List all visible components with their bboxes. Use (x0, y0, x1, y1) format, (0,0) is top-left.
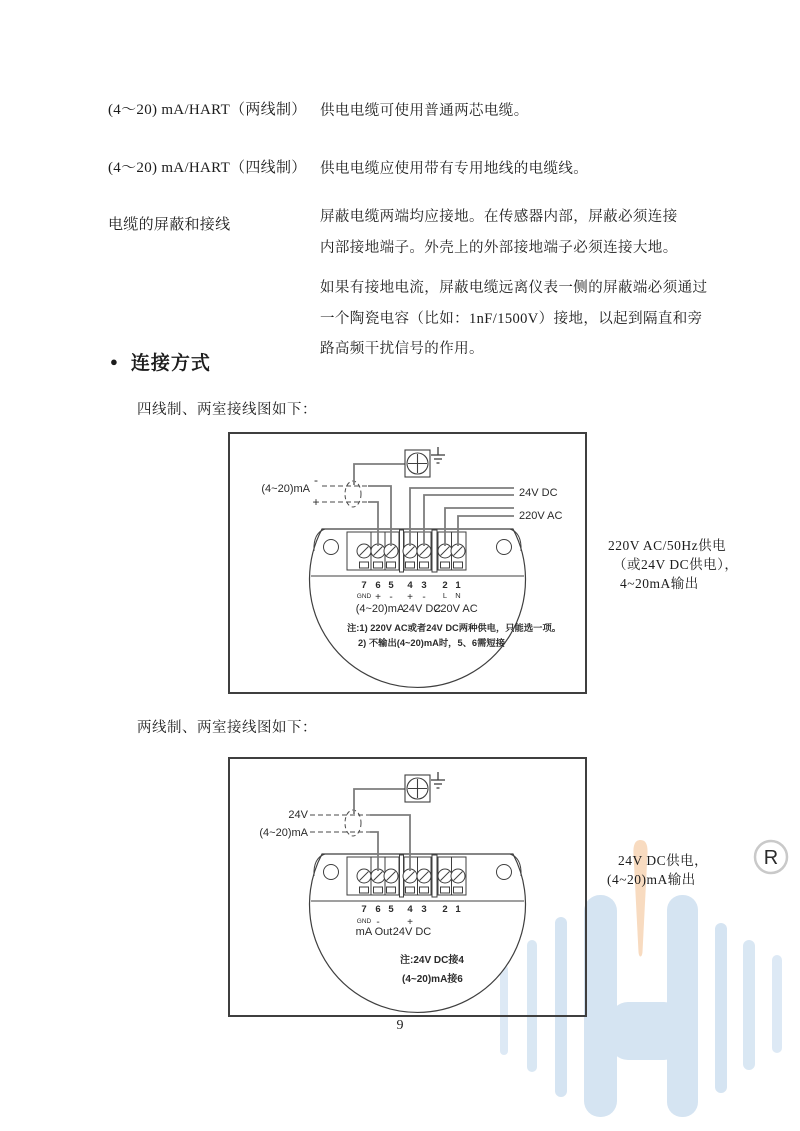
supply-label: 24V (288, 809, 308, 821)
section-heading-text: 连接方式 (130, 353, 211, 374)
spec-desc-two-wire: 供电电缆可使用普通两芯电缆。 (320, 103, 529, 119)
diagram2-annotation (607, 851, 708, 889)
svg-text:mA Out: mA Out (355, 926, 393, 938)
annotation-line: 24V DC供电， (618, 853, 709, 868)
paragraph-line: 如果有接地电流，屏蔽电缆远离仪表一侧的屏蔽端必须通过 (320, 280, 708, 296)
shielding-paragraph-2 (320, 273, 707, 365)
svg-text:-: - (389, 592, 393, 603)
page-number: 9 (396, 1018, 404, 1033)
diagram1-box (228, 432, 587, 694)
svg-text:+: + (407, 592, 413, 603)
annotation-line: 4~20mA输出 (620, 576, 699, 591)
svg-text:(4~20)mA: (4~20)mA (355, 603, 405, 615)
svg-text:2: 2 (442, 580, 448, 591)
terminal-group-labels (356, 926, 432, 938)
svg-text:7: 7 (361, 904, 367, 915)
shielded-cable-dashes (310, 810, 370, 836)
earth-ground-icon (431, 447, 445, 463)
paragraph-line: 路高频干扰信号的作用。 (320, 341, 484, 357)
svg-text:GND: GND (356, 918, 372, 925)
terminal-numbers (361, 904, 461, 915)
svg-text:注:1) 220V AC或者24V DC两种供电，只能选一项: 注:1) 220V AC或者24V DC两种供电，只能选一项。 (347, 623, 562, 633)
signal-label: (4~20)mA (259, 827, 308, 839)
svg-text:3: 3 (421, 904, 427, 915)
spec-term-two-wire: (4～20) mA/HART（两线制） (108, 102, 307, 118)
svg-text:5: 5 (388, 580, 394, 591)
terminal-group-labels (356, 603, 478, 615)
svg-text:-: - (422, 592, 426, 603)
bullet-icon: ● (110, 354, 118, 369)
annotation-line: 220V AC/50Hz供电 (608, 538, 727, 553)
shielded-cable-dashes (322, 481, 370, 507)
registered-trademark-icon (755, 841, 787, 873)
svg-text:1: 1 (455, 580, 461, 591)
spec-desc-four-wire: 供电电缆应使用带有专用地线的电缆线。 (320, 161, 589, 177)
svg-text:4: 4 (407, 904, 413, 915)
diagram1-wiring-svg (230, 434, 585, 692)
plus-label: + (312, 495, 320, 509)
diagram2-wiring-svg (230, 759, 585, 1015)
svg-text:1: 1 (455, 904, 461, 915)
svg-text:+: + (407, 917, 413, 928)
svg-text:-: - (376, 917, 380, 928)
svg-text:GND: GND (356, 593, 372, 600)
paragraph-line: 屏蔽电缆两端均应接地。在传感器内部，屏蔽必须连接 (320, 209, 678, 225)
svg-text:220V AC: 220V AC (434, 603, 478, 615)
svg-text:R: R (763, 847, 779, 869)
svg-text:N: N (455, 591, 461, 600)
dc-wire-label: 24V DC (519, 487, 558, 499)
svg-text:24V DC: 24V DC (402, 603, 442, 615)
terminal-numbers (361, 580, 461, 591)
svg-text:(4~20)mA接6: (4~20)mA接6 (402, 974, 463, 985)
ground-wire (354, 464, 405, 485)
terminal-screws (357, 869, 465, 883)
ground-wire (354, 789, 405, 814)
earth-ground-icon (431, 772, 445, 788)
diagram1-annotation (600, 536, 738, 593)
svg-text:2: 2 (442, 904, 448, 915)
svg-text:24V DC: 24V DC (392, 926, 432, 938)
diagram2-box (228, 757, 587, 1017)
minus-label: - (314, 473, 318, 487)
svg-text:3: 3 (421, 580, 427, 591)
annotation-line: （或24V DC供电）， (613, 557, 739, 572)
svg-text:2) 不输出(4~20)mA时，5、6需短接: 2) 不输出(4~20)mA时，5、6需短接 (358, 638, 505, 648)
cable-shield-ellipse (345, 481, 361, 507)
svg-text:6: 6 (375, 580, 381, 591)
spec-term-shielding: 电缆的屏蔽和接线 (108, 217, 231, 233)
diagram2-caption: 两线制、两室接线图如下： (137, 720, 317, 736)
diagram1-caption: 四线制、两室接线图如下： (137, 402, 317, 418)
ground-screw-icon (405, 450, 430, 477)
spec-term-four-wire: (4～20) mA/HART（四线制） (108, 160, 307, 176)
svg-text:注:24V DC接4: 注:24V DC接4 (400, 955, 464, 966)
ground-screw-icon (405, 775, 430, 802)
annotation-line: (4~20)mA输出 (607, 872, 696, 887)
svg-text:+: + (375, 592, 381, 603)
svg-text:L: L (442, 591, 448, 600)
paragraph-line: 一个陶瓷电容（比如：1nF/1500V）接地，以起到隔直和旁 (320, 310, 703, 327)
paragraph-line: 内部接地端子。外壳上的外部接地端子必须连接大地。 (320, 239, 678, 256)
shielding-paragraph-1 (320, 202, 678, 263)
ac-wire-label: 220V AC (519, 510, 563, 522)
cable-label: (4~20)mA (261, 483, 310, 495)
terminal-screws (357, 544, 465, 558)
svg-text:7: 7 (361, 580, 367, 591)
svg-text:5: 5 (388, 904, 394, 915)
section-heading (110, 348, 211, 375)
svg-text:6: 6 (375, 904, 381, 915)
svg-text:4: 4 (407, 580, 413, 591)
